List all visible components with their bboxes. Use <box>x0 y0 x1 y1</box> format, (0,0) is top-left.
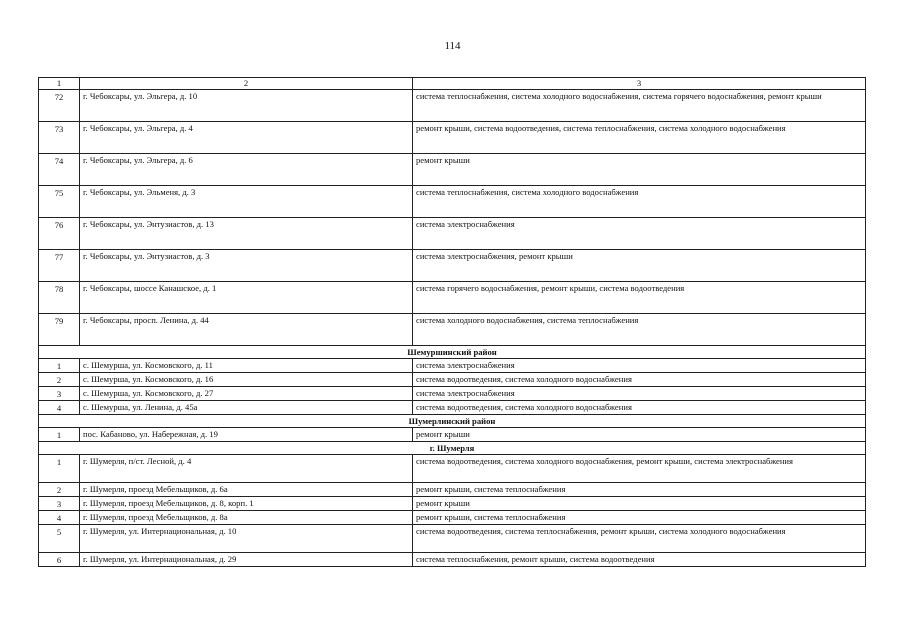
table-header-row <box>39 78 866 90</box>
section-row <box>39 346 866 359</box>
row-works: система электроснабжения, ремонт крыши <box>413 250 866 282</box>
table-row <box>39 90 866 122</box>
row-works: ремонт крыши <box>413 428 866 442</box>
row-number: 3 <box>39 497 80 511</box>
row-address: г. Чебоксары, шоссе Канашское, д. 1 <box>80 282 413 314</box>
row-works: ремонт крыши, система теплоснабжения <box>413 483 866 497</box>
table-row <box>39 186 866 218</box>
row-address: г. Чебоксары, ул. Эльменя, д. 3 <box>80 186 413 218</box>
row-works: система электроснабжения <box>413 218 866 250</box>
row-number: 4 <box>39 511 80 525</box>
table-row <box>39 483 866 497</box>
section-row <box>39 415 866 428</box>
table-row <box>39 553 866 567</box>
table-row <box>39 511 866 525</box>
header-col-3: 3 <box>413 78 866 90</box>
row-works: система водоотведения, система холодного водоснабжения, ремонт крыши, система электроснабжения <box>413 455 866 483</box>
header-col-2: 2 <box>80 78 413 90</box>
section-title-shumerlinsky: Шумерлинский район <box>39 415 866 428</box>
row-number: 4 <box>39 401 80 415</box>
row-number: 72 <box>39 90 80 122</box>
row-works: система теплоснабжения, ремонт крыши, система водоотведения <box>413 553 866 567</box>
table-row <box>39 401 866 415</box>
row-works: система горячего водоснабжения, ремонт крыши, система водоотведения <box>413 282 866 314</box>
row-address: г. Шумерля, проезд Мебельщиков, д. 8, корп. 1 <box>80 497 413 511</box>
row-address: с. Шемурша, ул. Космовского, д. 11 <box>80 359 413 373</box>
row-number: 2 <box>39 483 80 497</box>
row-works: ремонт крыши, система водоотведения, система теплоснабжения, система холодного водоснабжения <box>413 122 866 154</box>
row-number: 75 <box>39 186 80 218</box>
table-row <box>39 387 866 401</box>
row-works: система водоотведения, система холодного водоснабжения <box>413 373 866 387</box>
section-title-shumerlya: г. Шумерля <box>39 442 866 455</box>
row-number: 73 <box>39 122 80 154</box>
row-works: ремонт крыши <box>413 154 866 186</box>
page-number: 114 <box>444 40 461 52</box>
works-table <box>38 77 866 567</box>
row-works: ремонт крыши <box>413 497 866 511</box>
row-address: г. Шумерля, проезд Мебельщиков, д. 6а <box>80 483 413 497</box>
row-works: система водоотведения, система холодного водоснабжения <box>413 401 866 415</box>
table-row <box>39 455 866 483</box>
table-row <box>39 282 866 314</box>
table-row <box>39 250 866 282</box>
row-address: г. Шумерля, проезд Мебельщиков, д. 8а <box>80 511 413 525</box>
row-works: система теплоснабжения, система холодного водоснабжения <box>413 186 866 218</box>
row-number: 77 <box>39 250 80 282</box>
row-address: г. Шумерля, ул. Интернациональная, д. 10 <box>80 525 413 553</box>
row-works: система водоотведения, система теплоснабжения, ремонт крыши, система холодного водоснабжения <box>413 525 866 553</box>
table-row <box>39 373 866 387</box>
table-row <box>39 218 866 250</box>
row-address: г. Чебоксары, просп. Ленина, д. 44 <box>80 314 413 346</box>
row-number: 1 <box>39 359 80 373</box>
row-address: г. Чебоксары, ул. Эльгера, д. 4 <box>80 122 413 154</box>
row-address: с. Шемурша, ул. Космовского, д. 16 <box>80 373 413 387</box>
row-address: с. Шемурша, ул. Космовского, д. 27 <box>80 387 413 401</box>
section-row <box>39 442 866 455</box>
table-row <box>39 314 866 346</box>
row-address: г. Шумерля, ул. Интернациональная, д. 29 <box>80 553 413 567</box>
section-title-shemurshinsky: Шемуршинский район <box>39 346 866 359</box>
row-number: 79 <box>39 314 80 346</box>
row-address: пос. Кабаново, ул. Набережная, д. 19 <box>80 428 413 442</box>
row-number: 76 <box>39 218 80 250</box>
row-number: 1 <box>39 428 80 442</box>
table-row <box>39 428 866 442</box>
row-works: система электроснабжения <box>413 359 866 373</box>
row-address: с. Шемурша, ул. Ленина, д. 45а <box>80 401 413 415</box>
row-works: ремонт крыши, система теплоснабжения <box>413 511 866 525</box>
table-row <box>39 154 866 186</box>
table-row <box>39 122 866 154</box>
row-works: система теплоснабжения, система холодного водоснабжения, система горячего водоснабжения, ремонт крыши <box>413 90 866 122</box>
row-number: 78 <box>39 282 80 314</box>
row-number: 1 <box>39 455 80 483</box>
row-number: 5 <box>39 525 80 553</box>
table-row <box>39 525 866 553</box>
row-works: система электроснабжения <box>413 387 866 401</box>
row-address: г. Чебоксары, ул. Эльгера, д. 10 <box>80 90 413 122</box>
row-address: г. Шумерля, п/ст. Лесной, д. 4 <box>80 455 413 483</box>
row-number: 3 <box>39 387 80 401</box>
header-col-1: 1 <box>39 78 80 90</box>
row-number: 74 <box>39 154 80 186</box>
row-address: г. Чебоксары, ул. Энтузиастов, д. 13 <box>80 218 413 250</box>
table-row <box>39 497 866 511</box>
row-number: 6 <box>39 553 80 567</box>
row-address: г. Чебоксары, ул. Эльгера, д. 6 <box>80 154 413 186</box>
table-body <box>39 78 866 567</box>
row-number: 2 <box>39 373 80 387</box>
row-address: г. Чебоксары, ул. Энтузиастов, д. 3 <box>80 250 413 282</box>
table-row <box>39 359 866 373</box>
row-works: система холодного водоснабжения, система теплоснабжения <box>413 314 866 346</box>
